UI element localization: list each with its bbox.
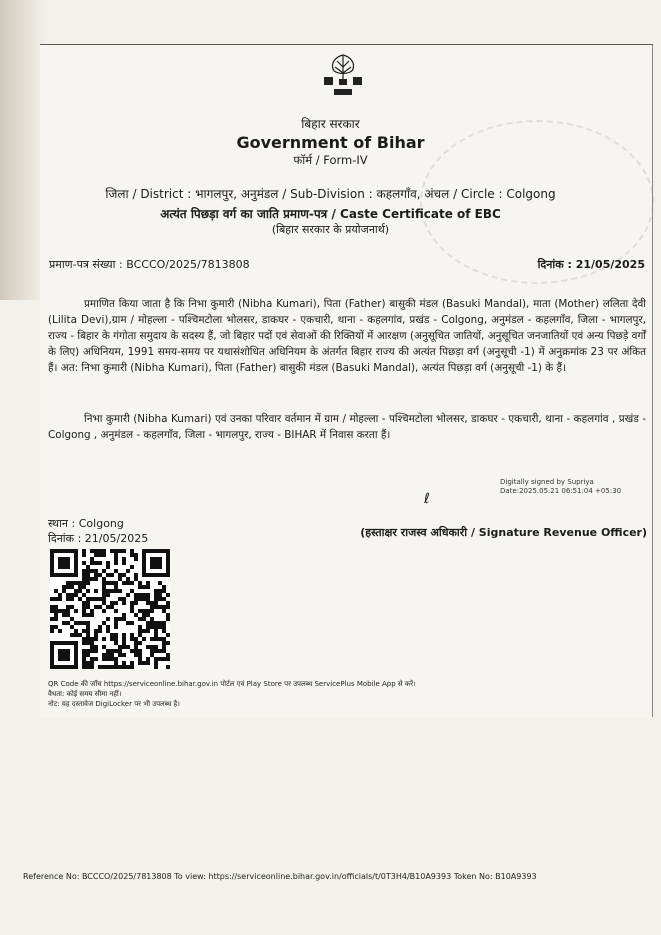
issue-date: दिनांक : 21/05/2025	[537, 258, 645, 271]
bihar-emblem-icon	[321, 49, 365, 99]
location-line: जिला / District : भागलपुर, अनुमंडल / Sub-Division : कहलगाँव, अंचल / Circle : Colgong	[105, 187, 556, 201]
signature-mark-icon: ℓ	[424, 491, 430, 507]
qr-note-line-3: नोट: यह दस्तावेज DigiLocker पर भी उपलब्ध है।	[48, 700, 180, 708]
certificate-subtitle: (बिहार सरकार के प्रयोजनार्थ)	[271, 223, 390, 236]
signature-revenue-officer: (हस्ताक्षर राजस्व अधिकारी / Signature Revenue Officer)	[360, 526, 647, 539]
qr-notes	[48, 679, 416, 709]
certificate-paragraph-1: प्रमाणित किया जाता है कि निभा कुमारी (Nibha Kumari), पिता (Father) बासुकी मंडल (Basuki Mandal), माता (Mother) ललिता देवी (Lilita Devi),ग्राम / मोहल्ला - पश्चिमटोला भोलसर, डाकघर - एकचारी, थाना - कहलगांव, प्रखंड - Colgong, अनुमंडल - कहलगाँव, जिला - भागलपुर, राज्य - बिहार के गंगोता समुदाय के सदस्य हैं, जो बिहार पदों एवं सेवाओं की रिक्तियों में आरक्षण (अनुसूचित जातियों, अनुसूचित जनजातियों एवं अन्य पिछड़े वर्गों के लिए) अधिनियम, 1991 समय-समय पर यथासंशोधित अधिनियम के अंतर्गत बिहार राज्य की अत्यंत पिछड़ा वर्ग (अनुसूची -1) में अनुक्रमांक 23 पर अंकित हैं। अत: निभा कुमारी (Nibha Kumari), पिता (Father) बासुकी मंडल (Basuki Mandal), अत्यंत पिछड़ा वर्ग (अनुसूची -1) के हैं।	[48, 298, 646, 374]
digital-signature-block	[500, 478, 621, 496]
digital-signature-line-2: Date:2025.05.21 06:51:04 +05:30	[500, 487, 622, 495]
certificate-paragraph-2: निभा कुमारी (Nibha Kumari) एवं उनका परिवार वर्तमान में ग्राम / मोहल्ला - पश्चिमटोला भोलसर, डाकघर - एकचारी, थाना - कहलगांव , प्रखंड - Colgong , अनुमंडल - कहलगाँव, जिला - भागलपुर, राज्य - BIHAR में निवास करता हैं।	[48, 413, 646, 441]
government-title: Government of Bihar	[236, 133, 425, 152]
place-label: स्थान : Colgong	[48, 517, 124, 530]
qr-note-line-1: QR Code की जाँच https://serviceonline.bihar.gov.in पोर्टल एवं Play Store पर उपलब्ध ServicePlus Mobile App से करें।	[48, 680, 416, 688]
certificate-title: अत्यंत पिछड़ा वर्ग का जाति प्रमाण-पत्र / Caste Certificate of EBC	[160, 207, 501, 221]
digital-signature-line-1: Digitally signed by Supriya	[500, 478, 594, 486]
hindi-government-title: बिहार सरकार	[301, 117, 360, 131]
certificate-number: प्रमाण-पत्र संख्या : BCCCO/2025/7813808	[49, 258, 250, 271]
reference-footer: Reference No: BCCCO/2025/7813808 To view: https://serviceonline.bihar.gov.in/officials/t/0T3H4/B10A9393 Token No: B10A9393	[23, 872, 537, 881]
place-date-block	[48, 516, 148, 546]
signature-date: दिनांक : 21/05/2025	[48, 532, 149, 545]
qr-code-icon[interactable]	[50, 549, 170, 669]
form-label: फॉर्म / Form-IV	[293, 153, 368, 167]
qr-note-line-2: वैधता: कोई समय सीमा नहीं।	[48, 690, 122, 698]
